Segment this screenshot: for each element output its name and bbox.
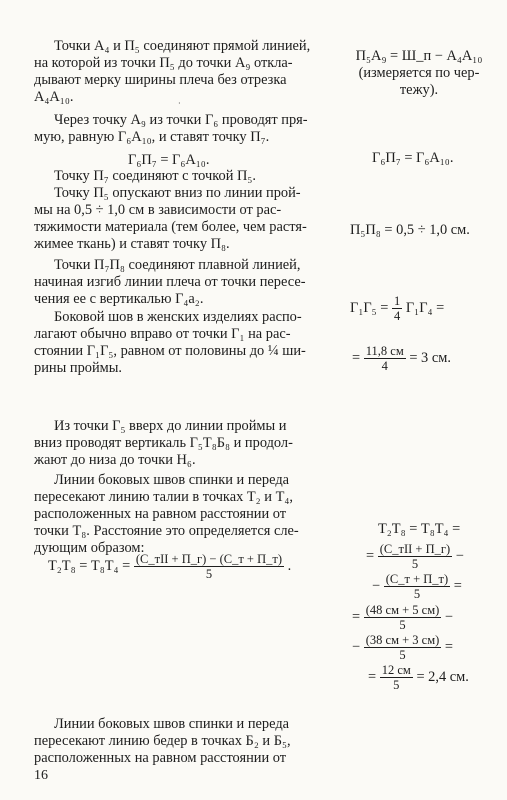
text-line: Точки П₇П₈ соединяют плавной линией, [54, 257, 301, 273]
operator: − [352, 638, 361, 655]
margin-equation-t2t8: Т₂Т₈ = Т₈Т₄ = [378, 521, 461, 537]
fraction [364, 344, 406, 373]
margin-equation-line [352, 603, 453, 632]
text-line: А₄А₁₀. [34, 89, 74, 105]
paragraph-point-p7 [34, 112, 334, 146]
fraction-denominator: 4 [381, 359, 388, 373]
fraction-denominator: 5 [399, 648, 406, 662]
page-number: 16 [34, 768, 48, 783]
text-line: стоянии Г₁Г₅, равном от половины до ¼ ши- [34, 343, 306, 359]
equation-t2t8 [48, 552, 291, 581]
text-line: пересекают линию талии в точках Т₂ и Т₄, [34, 489, 293, 505]
margin-equation-line [352, 633, 453, 662]
fraction [134, 552, 284, 581]
margin-equation-p5p8: П₅П₈ = 0,5 ÷ 1,0 см. [350, 222, 470, 238]
operator: = [368, 668, 377, 685]
fraction [364, 603, 442, 632]
text-line: рины проймы. [34, 360, 123, 376]
fraction-denominator: 5 [393, 678, 400, 692]
text-line: на которой из точки П₅ до точки А₉ откла- [34, 55, 293, 71]
text-line: чения ее с вертикалью Г₄а₂. [34, 291, 204, 307]
fraction-numerator: (38 см + 3 см) [365, 633, 440, 647]
stray-mark: · [178, 99, 181, 108]
paragraph-shoulder-line [34, 38, 334, 106]
equation-result: = 3 см. [409, 349, 451, 366]
operator: = [352, 608, 361, 625]
margin-note-p5a9 [340, 48, 498, 99]
fraction-numerator: (С_т + П_т) [385, 572, 449, 586]
operator: − [372, 577, 381, 594]
fraction [380, 663, 413, 692]
margin-equation-g1g5 [350, 294, 444, 323]
margin-equation-g1g5-result [352, 344, 451, 373]
equation-left: Т₂Т₈ = Т₈Т₄ = [48, 557, 131, 574]
fraction-denominator: 5 [411, 557, 419, 571]
text-line: Через точку А₉ из точки Г₆ проводят пря- [54, 112, 308, 128]
equation-right: Г₁Г₄ = [405, 299, 445, 316]
fraction-numerator: 12 см [381, 663, 411, 677]
fraction [392, 294, 402, 323]
equation-g6p7: Г₆П₇ = Г₆А₁₀. [128, 152, 210, 168]
text-line: лагают обычно вправо от точки Г₁ на рас- [34, 326, 291, 342]
text-line: дующим образом: [34, 540, 145, 556]
equation-left: Г₁Г₅ = [350, 299, 389, 316]
equation-result: = 2,4 см. [416, 668, 469, 685]
fraction-numerator: (С_тII + П_г) [379, 542, 451, 556]
paragraph-side-seam [34, 309, 334, 377]
text-line: расположенных на равном расстоянии от [34, 750, 287, 766]
margin-equation-result [368, 663, 469, 692]
operator: = [453, 577, 462, 594]
paragraph-waist-points [34, 472, 334, 557]
fraction-denominator: 5 [399, 618, 406, 632]
operator: = [444, 638, 454, 655]
fraction-denominator: 5 [413, 587, 421, 601]
text-line: мую, равную Г₆А₁₀, и ставят точку П₇. [34, 129, 270, 145]
text-line: Точку П₇ соединяют с точкой П₅. [54, 168, 257, 184]
equals-sign: = [352, 349, 361, 366]
fraction [378, 542, 452, 571]
text-line: жимее ткань) и ставят точку П₈. [34, 236, 230, 252]
text-line: Боковой шов в женских изделиях распо- [54, 309, 302, 325]
text-line: расположенных на равном расстоянии от [34, 506, 287, 522]
text-line: жают до низа до точки Н₆. [34, 452, 196, 468]
text-line: П₅А₉ = Ш_п − А₄А₁₀ [355, 48, 483, 64]
text-line: дывают мерку ширины плеча без отрезка [34, 72, 287, 88]
text-line: Линии боковых швов спинки и переда [54, 716, 290, 732]
paragraph-connect-p7p8 [34, 257, 334, 308]
fraction-numerator: (48 см + 5 см) [365, 603, 440, 617]
text-line: вниз проводят вертикаль Г₅Т₈Б₈ и продол- [34, 435, 293, 451]
text-line: пересекают линию бедер в точках Б₂ и Б₅, [34, 733, 291, 749]
text-line: мы на 0,5 ÷ 1,0 см в зависимости от рас- [34, 202, 282, 218]
fraction-denominator: 4 [394, 309, 401, 323]
operator: − [455, 547, 464, 564]
paragraph-lower-p5 [34, 185, 334, 253]
text-line: начиная изгиб линии плеча от точки пересе- [34, 274, 306, 290]
text-line: тежу). [399, 82, 439, 98]
fraction-numerator: 11,8 см [365, 344, 404, 358]
text-line: Линии боковых швов спинки и переда [54, 472, 290, 488]
text-line: Из точки Г₅ вверх до линии проймы и [54, 418, 287, 434]
text-line: точки Т₈. Расстояние это определяется сле- [34, 523, 299, 539]
paragraph-hip-points [34, 716, 334, 767]
text-line: тяжимости материала (тем более, чем растя- [34, 219, 307, 235]
margin-equation-g6p7: Г₆П₇ = Г₆А₁₀. [372, 150, 454, 166]
fraction [364, 633, 442, 662]
margin-equation-line [372, 572, 462, 601]
operator: − [444, 608, 454, 625]
text-line: Точку П₅ опускают вниз по линии прой- [54, 185, 301, 201]
fraction [384, 572, 450, 601]
text-line: Точки А₄ и П₅ соединяют прямой линией, [54, 38, 311, 54]
fraction-denominator: 5 [205, 567, 213, 581]
equation-end: . [287, 557, 292, 574]
operator: = [366, 547, 375, 564]
paragraph-connect-p7 [34, 168, 334, 185]
fraction-numerator: 1 [394, 294, 401, 308]
paragraph-vertical-g5 [34, 418, 334, 469]
margin-equation-line [366, 542, 464, 571]
fraction-numerator: (С_тII + П_г) − (С_т + П_т) [135, 552, 282, 566]
text-line: (измеряется по чер- [358, 65, 480, 81]
